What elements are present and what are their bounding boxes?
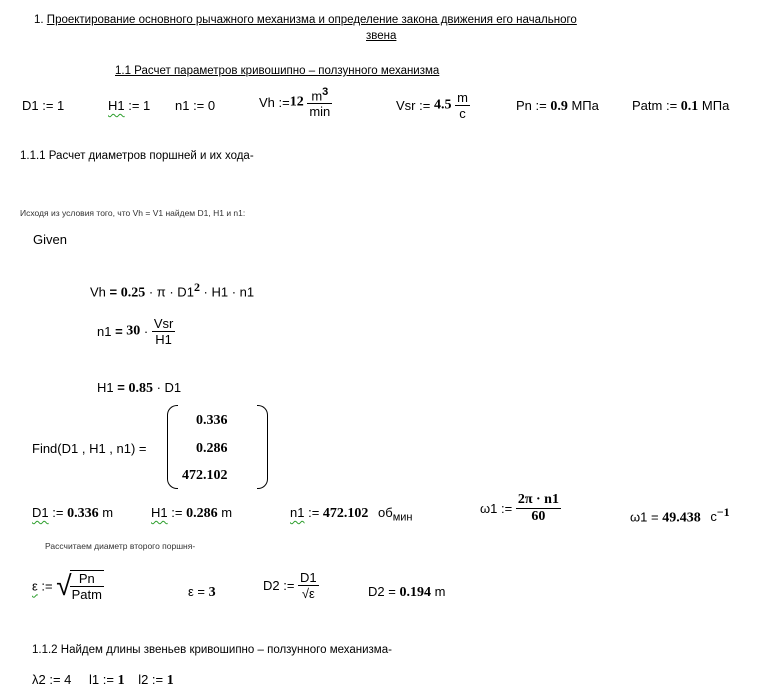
param-h1-name: H1: [108, 98, 125, 113]
section-title: [34, 14, 577, 26]
result-d1: D1 := 0.336 m: [32, 505, 114, 521]
find-value-d1: 0.336: [196, 413, 228, 428]
l1: l1 := 1: [89, 672, 125, 688]
param-vsr-value: 4.5: [433, 97, 452, 113]
equation-h1: H1 = 0.85 · D1: [97, 380, 182, 396]
lambda2: λ2 := 4: [32, 672, 72, 687]
param-d1: D1 := 1: [22, 98, 65, 113]
param-h1: [108, 98, 150, 113]
param-vh: Vh :=12 $\frac{m^3}{\min}$: [259, 86, 331, 120]
param-h1-rest: := 1: [124, 98, 151, 113]
section-number: 1.: [34, 14, 44, 26]
param-pn-value: 0.9: [550, 99, 568, 114]
l2: l2 := 1: [138, 672, 174, 688]
epsilon-value: ε = 3: [188, 584, 216, 600]
result-h1: H1 := 0.286 m: [151, 505, 233, 521]
subsubsection-title-2: 1.1.2 Найдем длины звеньев кривошипно – ползунного механизма-: [32, 644, 392, 656]
result-n1: n1 := 472.102 $об_{мин}$: [290, 505, 413, 524]
note-condition: Исходя из условия того, что Vh = V1 найдем D1, H1 и n1:: [20, 208, 246, 218]
result-omega-value: ω1 = 49.438 $c^{-1}$: [630, 505, 730, 526]
left-paren: [167, 405, 178, 489]
right-paren: [257, 405, 268, 489]
equation-vh: $Vh = 0.25 \cdot \pi \cdot D1^2 \cdot H1 \cdot n1$: [90, 280, 255, 301]
sqrt-sign: √: [56, 570, 72, 601]
param-n1: n1 := 0: [175, 98, 216, 113]
d2-value: D2 = 0.194 m: [368, 584, 446, 600]
d2-def: D2 := $\frac{D1}{√\varepsilon}$: [263, 570, 317, 601]
given-label: Given: [33, 232, 67, 247]
last-line: [32, 672, 174, 689]
param-pn: Pn := 0.9 МПа: [516, 98, 599, 114]
param-patm-value: 0.1: [680, 99, 699, 114]
section-title-line1: Проектирование основного рычажного механизма и определение закона движения его начального: [46, 14, 577, 26]
find-value-h1: 0.286: [196, 441, 228, 456]
param-vh-value: 12: [289, 94, 304, 110]
param-vh-unit: $\frac{m^3}{\min}$: [309, 86, 331, 120]
note-second-piston: Рассчитаем диаметр второго поршня-: [45, 541, 196, 551]
find-value-n1: 472.102: [182, 468, 228, 483]
section-title-line2: звена: [366, 30, 397, 42]
param-patm: Patm := 0.1 МПа: [632, 98, 730, 114]
find-expression: Find(D1 , H1 , n1) =: [32, 441, 147, 456]
param-vsr-unit: $\frac{m}{c}$: [457, 90, 468, 121]
subsubsection-title: 1.1.1 Расчет диаметров поршней и их хода-: [20, 150, 254, 162]
param-vsr: Vsr := 4.5 $\frac{m}{c}$: [396, 90, 468, 121]
epsilon-def: ε := √ $\frac{Pn}{\text{Patm}}$: [32, 570, 102, 602]
subsection-title: 1.1 Расчет параметров кривошипно – ползунного механизма: [115, 65, 440, 77]
result-omega-def: ω1 := $\frac{2\pi \cdot n1}{60}$: [480, 492, 559, 524]
equation-n1: n1 = 30 · $\frac{\text{Vsr}}{H1}$: [97, 316, 174, 347]
